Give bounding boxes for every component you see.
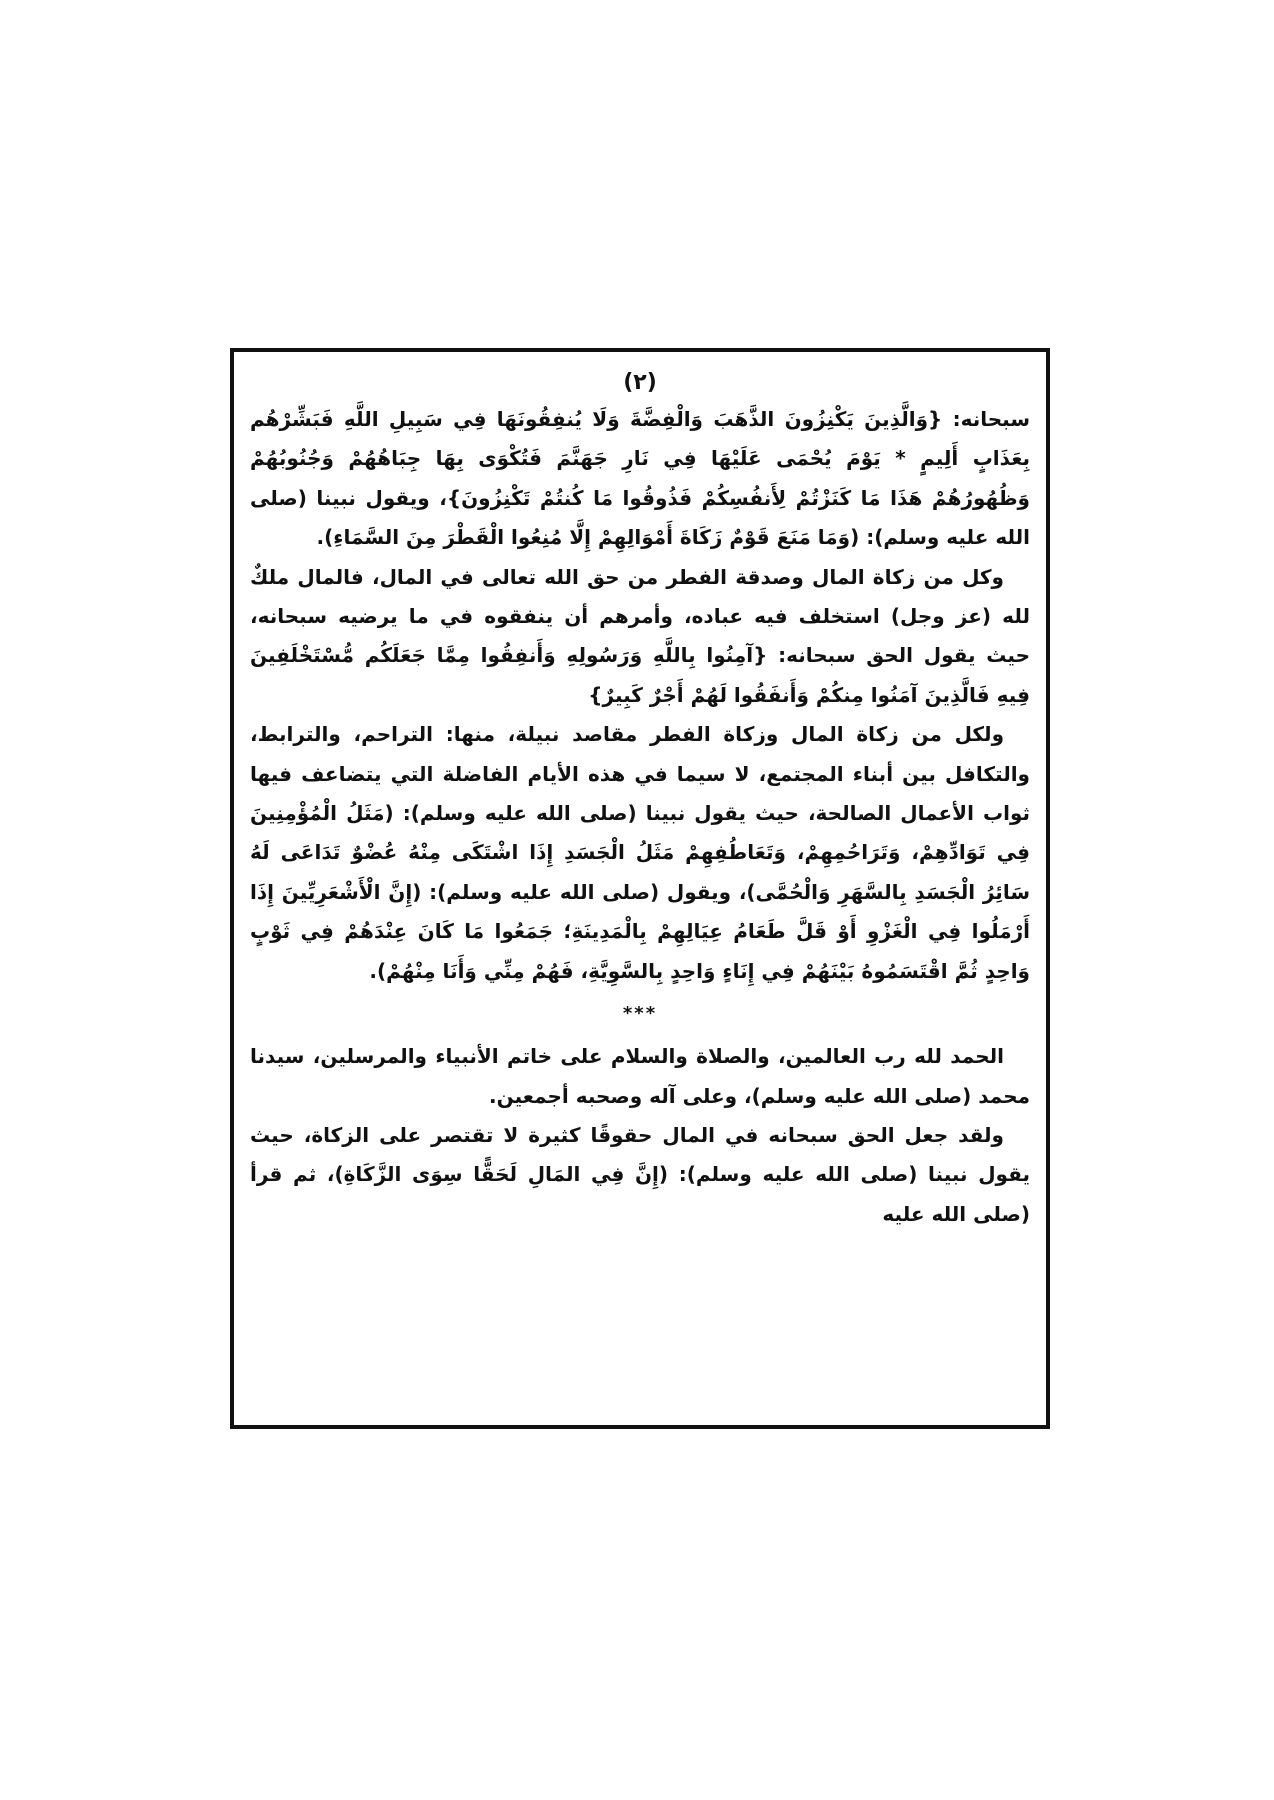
paragraph-3: ولكل من زكاة المال وزكاة الفطر مقاصد نبيلة، منها: التراحم، والترابط، والتكافل بين أبناء المجتمع، لا سيما في هذه الأيام الفاضلة التي يتضاعف فيها ثواب الأعمال الصالحة، حيث يقول نبينا (صلى الله عليه وسلم): (مَثَلُ الْمُؤْمِنِينَ فِي تَوَادِّهِمْ، وَتَرَاحُمِهِمْ، وَتَعَاطُفِهِمْ مَثَلُ الْجَسَدِ إِذَا اشْتَكَى مِنْهُ عُضْوٌ تَدَاعَى لَهُ سَائِرُ الْجَسَدِ بِالسَّهَرِ وَالْحُمَّى)، ويقول (صلى الله عليه وسلم): (إِنَّ الْأَشْعَرِيِّينَ إِذَا أَرْمَلُوا فِي الْغَزْوِ أَوْ قَلَّ طَعَامُ عِيَالِهِمْ بِالْمَدِينَةِ؛ جَمَعُوا مَا كَانَ عِنْدَهُمْ فِي ثَوْبٍ وَاحِدٍ ثُمَّ اقْتَسَمُوهُ بَيْنَهُمْ فِي إِنَاءٍ وَاحِدٍ بِالسَّوِيَّةِ، فَهُمْ مِنِّي وَأَنَا مِنْهُمْ). [250, 722, 1030, 983]
page-frame [230, 348, 1050, 1429]
paragraph-5: ولقد جعل الحق سبحانه في المال حقوقًا كثيرة لا تقتصر على الزكاة، حيث يقول نبينا (صلى الله عليه وسلم): (إِنَّ فِي المَالِ لَحَقًّا سِوَى الزَّكَاةِ)، ثم قرأ (صلى الله عليه [250, 1122, 1030, 1226]
page-number: (٢) [623, 370, 657, 395]
paragraph-2: وكل من زكاة المال وصدقة الفطر من حق الله تعالى في المال، فالمال ملكٌ لله (عز وجل) استخلف فيه عباده، وأمرهم أن ينفقوه في ما يرضيه سبحانه، حيث يقول الحق سبحانه: {آمِنُوا بِاللَّهِ وَرَسُولِهِ وَأَنفِقُوا مِمَّا جَعَلَكُم مُّسْتَخْلَفِينَ فِيهِ فَالَّذِينَ آمَنُوا مِنكُمْ وَأَنفَقُوا لَهُمْ أَجْرٌ كَبِيرٌ} [250, 564, 1030, 707]
paragraph-4: الحمد لله رب العالمين، والصلاة والسلام على خاتم الأنبياء والمرسلين، سيدنا محمد (صلى الله عليه وسلم)، وعلى آله وصحبه أجمعين. [250, 1044, 1030, 1108]
section-separator: *** [622, 1003, 658, 1025]
paragraph-1: سبحانه: {وَالَّذِينَ يَكْنِزُونَ الذَّهَبَ وَالْفِضَّةَ وَلَا يُنفِقُونَهَا فِي سَبِيلِ اللَّهِ فَبَشِّرْهُم بِعَذَابٍ أَلِيمٍ * يَوْمَ يُحْمَى عَلَيْهَا فِي نَارِ جَهَنَّمَ فَتُكْوَى بِهَا جِبَاهُهُمْ وَجُنُوبُهُمْ وَظُهُورُهُمْ هَذَا مَا كَنَزْتُمْ لِأَنفُسِكُمْ فَذُوقُوا مَا كُنتُمْ تَكْنِزُونَ}، ويقول نبينا (صلى الله عليه وسلم): (وَمَا مَنَعَ قَوْمٌ زَكَاةَ أَمْوَالِهِمْ إِلَّا مُنِعُوا الْقَطْرَ مِنَ السَّمَاءِ). [250, 407, 1030, 550]
